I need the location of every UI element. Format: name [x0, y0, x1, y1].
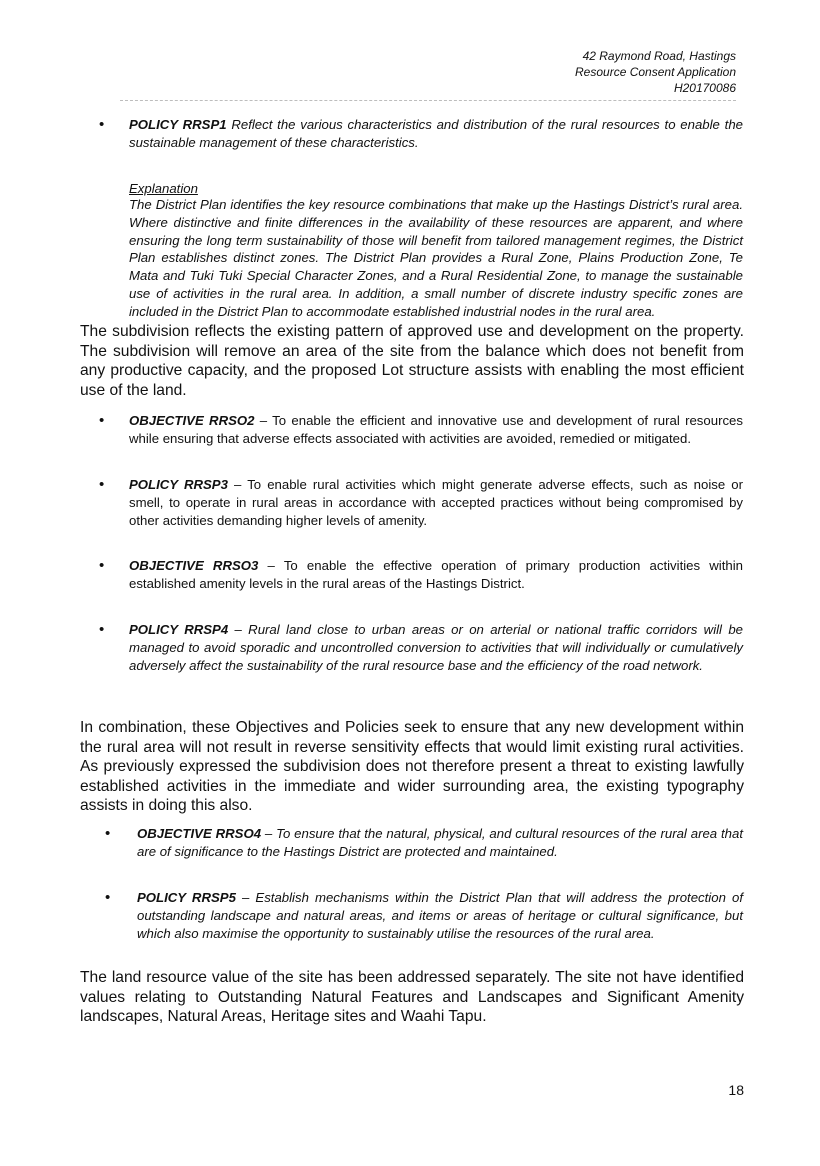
scan-artifact-line [120, 100, 736, 101]
bullet: • [105, 889, 111, 906]
policy-text: – To enable rural activities which might generate adverse effects, such as noise or smell, to operate in rural areas in accordance with accepted practices without being compromised by other activities demanding higher levels of amenity. [129, 477, 743, 528]
objective-rrso3 [129, 557, 743, 593]
policy-text: – Establish mechanisms within the District Plan that will address the protection of outstanding landscape and natural areas, and items or areas of heritage or cultural significance, but which also maximise the opportunity to sustainably utilise the resources of the rural area. [137, 890, 743, 941]
objective-rrso2 [129, 412, 743, 448]
objective-text: – To enable the efficient and innovative use and development of rural resources while ensuring that adverse effects associated with activities are avoided, remedied or mitigated. [129, 413, 743, 446]
bullet: • [99, 621, 105, 638]
header-reference: H20170086 [673, 81, 736, 95]
policy-code: POLICY RRSP4 [129, 622, 229, 637]
objective-text: – To enable the effective operation of primary production activities within established amenity levels in the rural areas of the Hastings District. [129, 558, 743, 591]
page-header [575, 48, 736, 96]
bullet: • [99, 476, 105, 493]
bullet: • [99, 412, 105, 429]
body-paragraph-2: In combination, these Objectives and Policies seek to ensure that any new development within the rural area will not result in reverse sensitivity effects that would limit existing rural activities. As previously expressed the subdivision does not therefore present a threat to existing lawfully established activities in the immediate and wider surrounding area, the existing typography assists in doing this also. [80, 719, 744, 814]
policy-code: POLICY RRSP5 [137, 890, 236, 905]
policy-rrsp1 [129, 116, 743, 152]
policy-text: – Rural land close to urban areas or on arterial or national traffic corridors will be managed to avoid sporadic and uncontrolled conversion to activities that will individually or cumulatively adversely affect the sustainability of the rural resource base and the efficiency of the road network. [129, 622, 743, 673]
policy-text: Reflect the various characteristics and distribution of the rural resources to enable the sustainable management of these characteristics. [129, 117, 743, 150]
objective-text: – To ensure that the natural, physical, and cultural resources of the rural area that are of significance to the Hastings District are protected and maintained. [137, 826, 743, 859]
body-paragraph-1: The subdivision reflects the existing pattern of approved use and development on the property. The subdivision will remove an area of the site from the balance which does not benefit from any productive capacity, and the proposed Lot structure assists with enabling the most efficient use of the land. [80, 323, 744, 399]
bullet: • [99, 116, 105, 133]
header-address: 42 Raymond Road, Hastings [582, 49, 736, 63]
explanation-heading: Explanation [129, 181, 198, 196]
explanation-text: The District Plan identifies the key resource combinations that make up the Hastings District’s rural area. Where distinctive and finite differences in the availability of these resources are apparent, and where ensuring the long term sustainability of those will benefit from tailored management regimes, the District Plan establishes distinct zones. The District Plan provides a Rural Zone, Plains Production Zone, Te Mata and Tuki Tuki Special Character Zones, and a Rural Residential Zone, to manage the sustainable use of activities in the rural area. In addition, a small number of discrete industry specific zones are included in the District Plan to accommodate established industrial nodes in the rural area. [129, 197, 743, 319]
policy-rrsp4 [129, 621, 743, 675]
body-paragraph-3: The land resource value of the site has been addressed separately. The site not have identified values relating to Outstanding Natural Features and Landscapes and Significant Amenity landscapes, Natural Areas, Heritage sites and Waahi Tapu. [80, 969, 744, 1025]
policy-code: POLICY RRSP3 [129, 477, 228, 492]
objective-code: OBJECTIVE RRSO4 [137, 826, 262, 841]
policy-rrsp3 [129, 476, 743, 530]
objective-code: OBJECTIVE RRSO2 [129, 413, 255, 428]
policy-code: POLICY RRSP1 [129, 117, 227, 132]
bullet: • [105, 825, 111, 842]
objective-code: OBJECTIVE RRSO3 [129, 558, 259, 573]
bullet: • [99, 557, 105, 574]
objective-rrso4 [137, 825, 743, 861]
policy-rrsp5 [137, 889, 743, 943]
page-number: 18 [728, 1082, 744, 1098]
header-application: Resource Consent Application [575, 65, 736, 79]
